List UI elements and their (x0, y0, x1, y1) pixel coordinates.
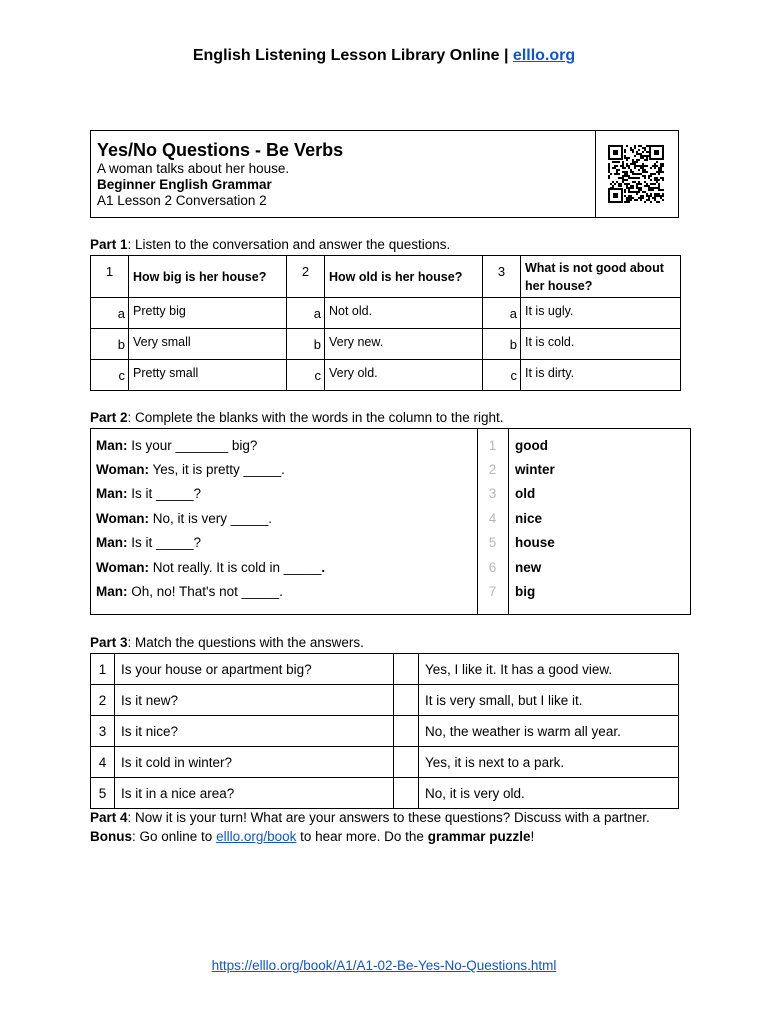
q2-number: 2 (287, 256, 325, 298)
option-letter: c (91, 360, 129, 391)
q3-number: 3 (483, 256, 521, 298)
match-question: Is it cold in winter? (115, 747, 394, 778)
word-number: 5 (488, 535, 497, 550)
bonus-text: Bonus: Go online to elllo.org/book to hear more. Do the grammar puzzle! (90, 829, 535, 844)
match-question: Is your house or apartment big? (115, 654, 394, 685)
q3-answer-b: It is cold. (521, 329, 681, 360)
row-number: 2 (91, 685, 115, 716)
header-text: English Listening Lesson Library Online | (192, 47, 513, 64)
part2-table (90, 428, 691, 615)
q1-answer-b: Very small (129, 329, 287, 360)
row-number: 5 (91, 778, 115, 809)
word-bank-item: old (515, 486, 536, 501)
part3-instruction: Part 3: Match the questions with the answers. (90, 635, 364, 650)
dialog-line: Woman: Yes, it is pretty _____. (96, 462, 285, 477)
lesson-description: A woman talks about her house. (97, 161, 290, 176)
part2-instruction: Part 2: Complete the blanks with the words in the column to the right. (90, 410, 504, 425)
word-bank-item: nice (515, 511, 543, 526)
match-answer: Yes, it is next to a park. (419, 747, 679, 778)
table-row (91, 654, 679, 685)
dialog-line: Man: Is your _______ big? (96, 438, 258, 453)
word-number: 7 (488, 584, 497, 599)
match-question: Is it new? (115, 685, 394, 716)
part4-text: Part 4: Now it is your turn! What are your answers to these questions? Discuss with a partner. (90, 810, 650, 825)
answer-blank[interactable] (394, 778, 419, 809)
q3-answer-a: It is ugly. (521, 298, 681, 329)
word-bank-item: big (515, 584, 536, 599)
dialog-line: Man: Is it _____? (96, 535, 202, 550)
dialog-line: Man: Is it _____? (96, 486, 202, 501)
q1-number: 1 (91, 256, 129, 298)
qr-cell (595, 131, 678, 217)
q1-answer-a: Pretty big (129, 298, 287, 329)
table-row (91, 747, 679, 778)
match-answer: It is very small, but I like it. (419, 685, 679, 716)
option-letter: b (483, 329, 521, 360)
qr-code-icon (608, 145, 664, 203)
row-number: 3 (91, 716, 115, 747)
row-number: 4 (91, 747, 115, 778)
book-link[interactable]: elllo.org/book (216, 829, 297, 844)
part1-table (90, 255, 681, 391)
part3-table (90, 653, 679, 809)
option-letter: c (287, 360, 325, 391)
word-bank-item: winter (515, 462, 555, 477)
q2-text: How old is her house? (325, 256, 483, 298)
title-box (90, 130, 679, 218)
part1-instruction: Part 1: Listen to the conversation and answer the questions. (90, 237, 451, 252)
word-number: 3 (488, 486, 497, 501)
match-question: Is it in a nice area? (115, 778, 394, 809)
match-answer: No, the weather is warm all year. (419, 716, 679, 747)
dialog-line: Man: Oh, no! That's not _____. (96, 584, 283, 599)
table-row (91, 716, 679, 747)
dialog-line: Woman: No, it is very _____. (96, 511, 273, 526)
page-footer (0, 958, 768, 973)
word-bank-item: house (515, 535, 555, 550)
q1-text: How big is her house? (129, 256, 287, 298)
word-number: 6 (488, 560, 497, 575)
table-row (91, 778, 679, 809)
dialog-column (91, 429, 478, 614)
dialog-line: Woman: Not really. It is cold in _____. (96, 560, 326, 575)
q2-answer-c: Very old. (325, 360, 483, 391)
q1-answer-c: Pretty small (129, 360, 287, 391)
word-bank-item: good (515, 438, 548, 453)
option-letter: c (483, 360, 521, 391)
row-number: 1 (91, 654, 115, 685)
lesson-number: A1 Lesson 2 Conversation 2 (97, 193, 267, 208)
match-answer: No, it is very old. (419, 778, 679, 809)
option-letter: a (287, 298, 325, 329)
word-number: 2 (488, 462, 497, 477)
word-bank-item: new (515, 560, 542, 575)
option-letter: a (91, 298, 129, 329)
word-bank-column (509, 429, 689, 614)
page-header (0, 47, 768, 65)
answer-blank[interactable] (394, 654, 419, 685)
option-letter: b (91, 329, 129, 360)
word-number: 1 (488, 438, 497, 453)
q3-text: What is not good about her house? (521, 256, 681, 298)
lesson-level: Beginner English Grammar (97, 177, 272, 192)
lesson-url-link[interactable]: https://elllo.org/book/A1/A1-02-Be-Yes-No-Questions.html (211, 958, 557, 973)
q2-answer-a: Not old. (325, 298, 483, 329)
answer-blank[interactable] (394, 747, 419, 778)
answer-blank[interactable] (394, 716, 419, 747)
match-answer: Yes, I like it. It has a good view. (419, 654, 679, 685)
answer-blank[interactable] (394, 685, 419, 716)
match-question: Is it nice? (115, 716, 394, 747)
header-link[interactable]: elllo.org (512, 47, 576, 64)
option-letter: b (287, 329, 325, 360)
q2-answer-b: Very new. (325, 329, 483, 360)
word-number: 4 (488, 511, 497, 526)
option-letter: a (483, 298, 521, 329)
lesson-title: Yes/No Questions - Be Verbs (97, 140, 344, 160)
table-row (91, 685, 679, 716)
q3-answer-c: It is dirty. (521, 360, 681, 391)
number-column (477, 429, 509, 614)
